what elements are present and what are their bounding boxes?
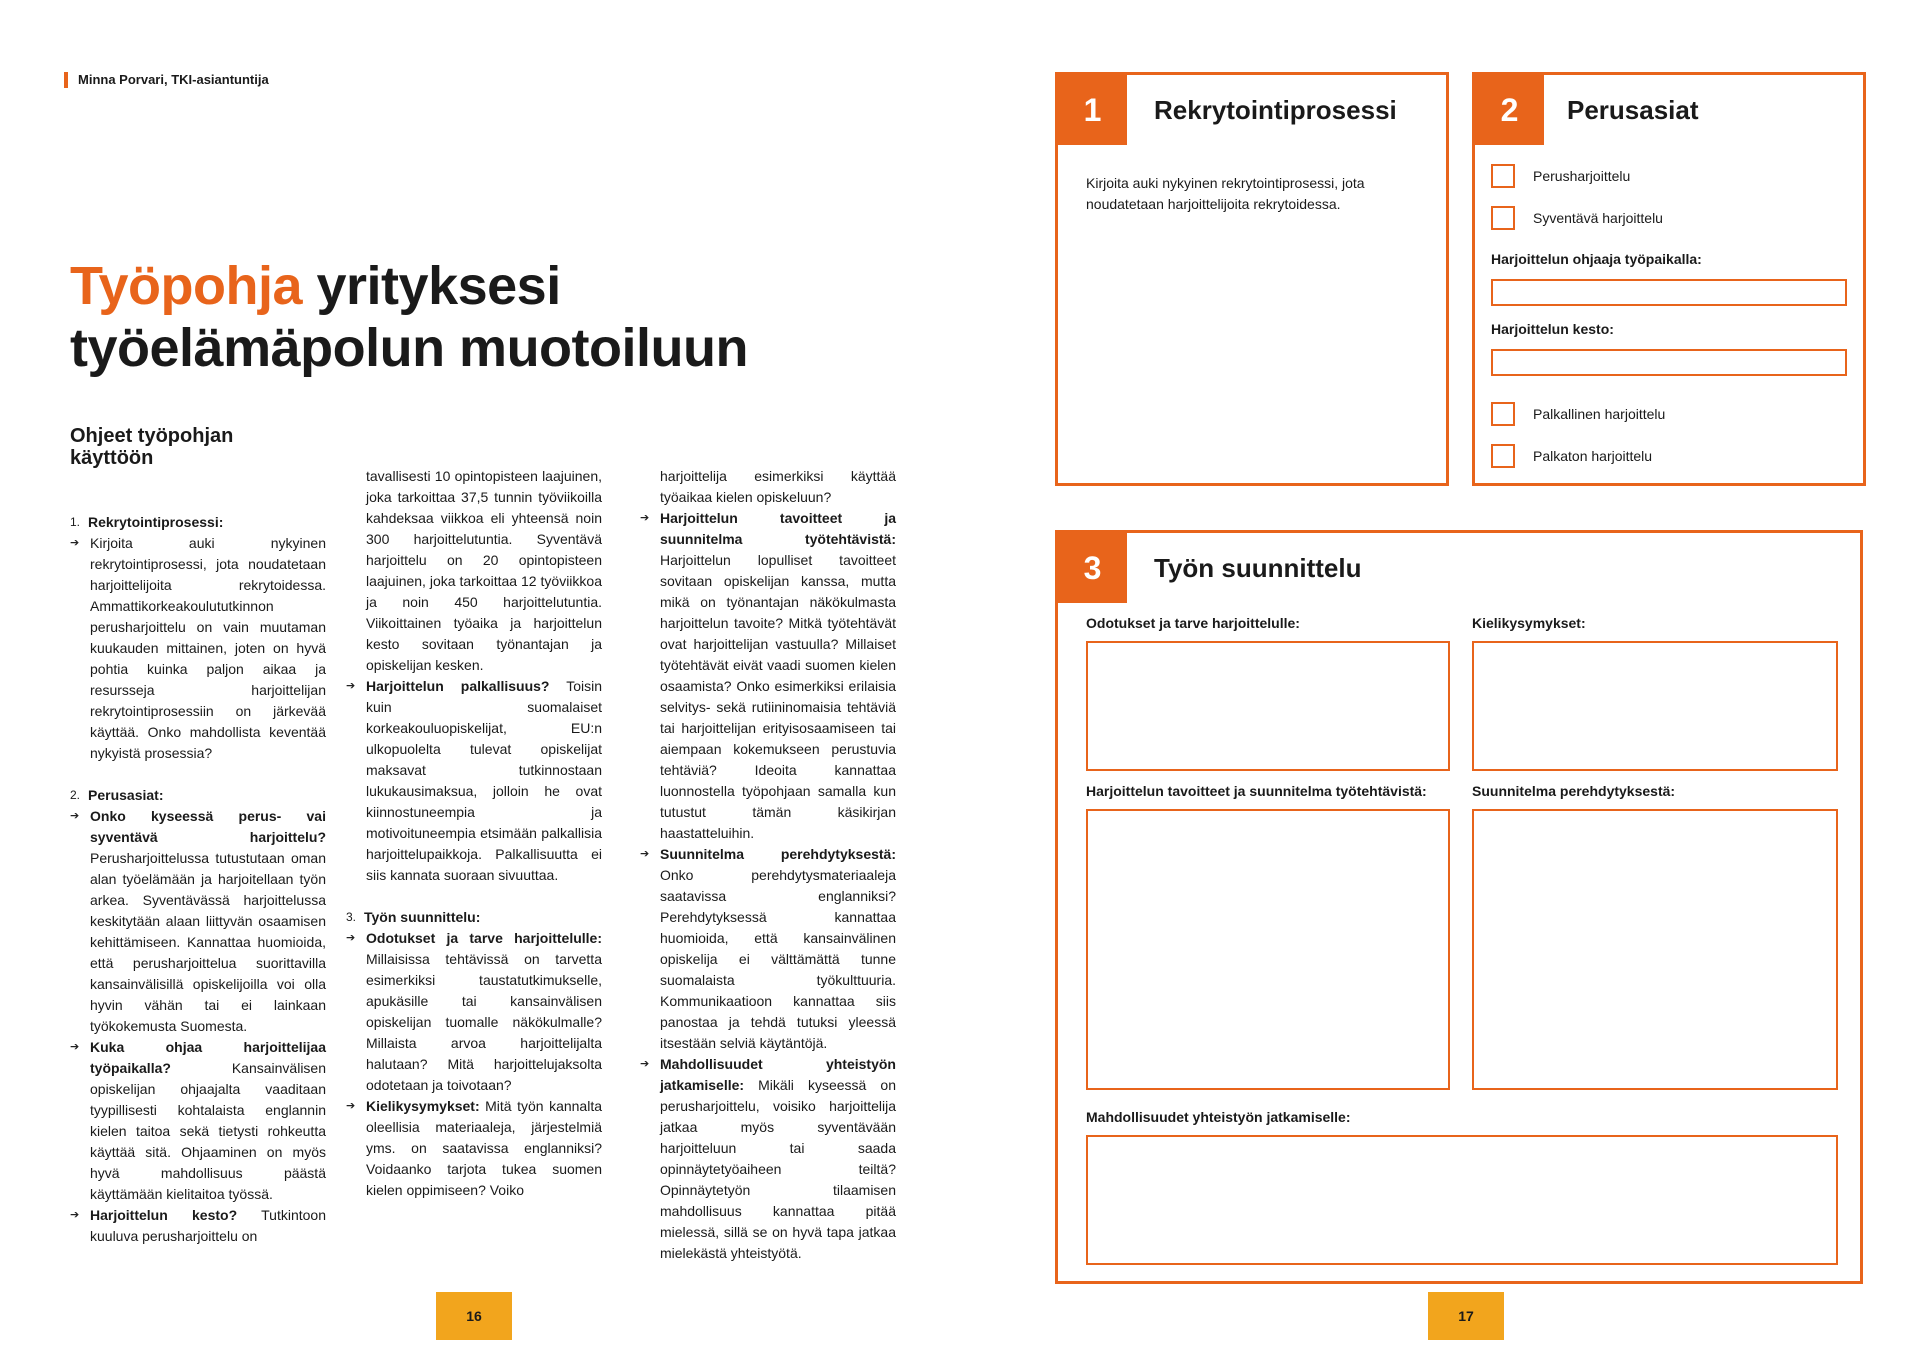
box-title: Rekrytointiprosessi	[1154, 95, 1397, 125]
list-item	[346, 676, 602, 886]
list-item	[70, 533, 326, 764]
expectations-field[interactable]	[1086, 641, 1450, 771]
list-item	[346, 1096, 602, 1201]
checkbox-paid-internship[interactable]	[1491, 402, 1515, 426]
arrow-right-icon: ➔	[346, 932, 356, 944]
page-number-left: 16	[436, 1292, 512, 1340]
item-text: harjoittelija esimerkiksi käyttää työaikaa kielen opiskeluun?	[660, 468, 896, 505]
language-questions-field[interactable]	[1472, 641, 1838, 771]
item-lead: Kuka ohjaa harjoittelijaa työpaikalla?	[90, 1039, 326, 1076]
section-number: 1.	[70, 515, 81, 529]
checkbox-row[interactable]	[1491, 402, 1665, 426]
orientation-plan-field[interactable]	[1472, 809, 1838, 1090]
section-3-heading	[346, 907, 602, 928]
checkbox-label: Palkaton harjoittelu	[1533, 447, 1653, 464]
item-lead: Suunnitelma perehdytyksestä:	[660, 846, 896, 862]
box-instructions: Kirjoita auki nykyinen rekrytointiprosessi, jota noudatetaan harjoittelijoita rekrytoidessa.	[1086, 175, 1365, 212]
arrow-right-icon: ➔	[640, 512, 650, 524]
box-number-badge: 2	[1475, 75, 1544, 145]
field-label: Kielikysymykset:	[1472, 615, 1586, 631]
box-basics	[1472, 72, 1866, 486]
field-label: Odotukset ja tarve harjoittelulle:	[1086, 615, 1300, 631]
arrow-right-icon: ➔	[640, 1058, 650, 1070]
section-title: Rekrytointiprosessi:	[88, 514, 224, 530]
section-number: 2.	[70, 788, 81, 802]
list-item-continued	[640, 466, 896, 508]
list-item	[70, 1205, 326, 1247]
goals-tasks-field[interactable]	[1086, 809, 1450, 1090]
item-text: Tutkintoon kuuluva perusharjoittelu on	[90, 1207, 326, 1244]
box-title: Perusasiat	[1567, 95, 1699, 125]
box-work-planning	[1055, 530, 1863, 1284]
item-text: Millaisissa tehtävissä on tarvetta esimerkiksi taustatutkimukselle, apukäsille tai kansainvälisen opiskelijan tuomalle näkökulmalle? Millaista arvoa harjoittelijalta halutaan? Mitä harjoittelujaksolta odotetaan ja toivotaan?	[366, 951, 602, 1093]
section-title: Työn suunnittelu:	[364, 909, 481, 925]
text-column-2	[346, 466, 602, 1201]
section-1-heading	[70, 512, 326, 533]
arrow-right-icon: ➔	[70, 1209, 80, 1221]
field-label: Harjoittelun ohjaaja työpaikalla:	[1491, 251, 1702, 267]
item-text: Kirjoita auki nykyinen rekrytointiprosessi, jota noudatetaan harjoittelijoita rekrytoidessa. Ammattikorkeakoulututkinnon perusharjoittelu on vain muutaman kuukauden mittainen, joten on hyvä pohtia kuinka paljon aikaa ja resursseja harjoittelijan rekrytointiprosessiin on järkevää käyttää. Onko mahdollista keventää nykyistä prosessia?	[90, 535, 326, 761]
item-text: Mitä työn kannalta oleellisia materiaaleja, järjestelmiä yms. on saatavissa englanniksi? Voidaanko tarjota tukea suomen kielen oppimiseen? Voiko	[366, 1098, 602, 1198]
item-lead: Kielikysymykset:	[366, 1098, 480, 1114]
text-column-1	[70, 512, 326, 1247]
box-title: Työn suunnittelu	[1154, 553, 1362, 583]
field-label: Suunnitelma perehdytyksestä:	[1472, 783, 1676, 799]
checkbox-row[interactable]	[1491, 164, 1630, 188]
box-number-badge: 3	[1058, 533, 1127, 603]
text-column-3	[640, 466, 896, 1264]
item-text: Kansainvälisen opiskelijan ohjaajalta vaaditaan tyypillisesti kohtalaista englannin kielen taitoa sekä tietysti rohkeutta käyttää sitä. Ohjaaminen on myös hyvä mahdollisuus päästä käyttämään kielitaitoa työssä.	[90, 1060, 326, 1202]
supervisor-field[interactable]	[1491, 279, 1847, 306]
item-lead: Harjoittelun palkallisuus?	[366, 678, 550, 694]
page-title	[70, 255, 748, 379]
duration-field[interactable]	[1491, 349, 1847, 376]
checkbox-unpaid-internship[interactable]	[1491, 444, 1515, 468]
field-label: Harjoittelun tavoitteet ja suunnitelma työtehtävistä:	[1086, 783, 1427, 799]
checkbox-label: Palkallinen harjoittelu	[1533, 405, 1666, 422]
cooperation-field[interactable]	[1086, 1135, 1838, 1265]
item-text: Perusharjoittelussa tutustutaan oman alan työelämään ja harjoitellaan työn arkea. Syventävässä harjoittelussa keskitytään alaan liittyvän osaamisen kehittämiseen. Kannattaa huomioida, että perusharjoittelua suorittavilla kansainvälisillä opiskelijoilla voi olla hyvin vähän tai ei lainkaan työkokemusta Suomesta.	[90, 850, 326, 1034]
checkbox-label: Syventävä harjoittelu	[1533, 209, 1663, 226]
item-text: Harjoittelun lopulliset tavoitteet sovitaan opiskelijan kanssa, mutta mikä on työnantajan näkökulmasta harjoittelun tavoite? Mitkä työtehtävät ovat harjoittelijan vastuulla? Millaiset työtehtävät eivät vaadi suomen kielen osaamista? Onko esimerkiksi erilaisia selvitys- sekä rutiininomaisia tehtäviä tai harjoittelijan erityisosaamiseen tai aiempaan kokemukseen perustuvia tehtäviä? Ideoita kannattaa luonnostella työpohjaan samalla kun tutustut tämän käsikirjan haastatteluihin.	[660, 552, 896, 841]
item-text: Toisin kuin suomalaiset korkeakouluopiskelijat, EU:n ulkopuolelta tulevat opiskelijat maksavat tutkinnostaan lukukausimaksua, jolloin he ovat kiinnostuneempia ja motivoituneempia etsimään palkallisia harjoittelupaikkoja. Palkallisuutta ei siis kannata suoraan sivuuttaa.	[366, 678, 602, 883]
arrow-right-icon: ➔	[70, 810, 80, 822]
section-number: 3.	[346, 910, 357, 924]
item-text: Mikäli kyseessä on perusharjoittelu, voisiko harjoittelija jatkaa myös syventävään harjoitteluun tai saada opinnäytetyöaiheen teiltä? Opinnäytetyön tilaamisen mahdollisuus kannattaa pitää mielessä, sillä se on hyvä tapa jatkaa mielekästä yhteistyötä.	[660, 1077, 896, 1261]
section-title: Perusasiat:	[88, 787, 164, 803]
page-number-right: 17	[1428, 1292, 1504, 1340]
list-item-continued	[346, 466, 602, 676]
arrow-right-icon: ➔	[346, 680, 356, 692]
list-item	[70, 806, 326, 1037]
list-item	[346, 928, 602, 1096]
author-line: Minna Porvari, TKI-asiantuntija	[64, 72, 269, 88]
checkbox-advanced-internship[interactable]	[1491, 206, 1515, 230]
arrow-right-icon: ➔	[640, 848, 650, 860]
item-text: Onko perehdytysmateriaaleja saatavissa englanniksi? Perehdytyksessä kannattaa huomioida, että kansainvälinen opiskelija ei välttämättä tunne suomalaista työkulttuuria. Kommunikaatioon kannattaa siis panostaa ja tehdä tutuksi yleessä itsestään selviä käytäntöjä.	[660, 867, 896, 1051]
section-2-heading	[70, 785, 326, 806]
item-lead: Harjoittelun tavoitteet ja suunnitelma työtehtävistä:	[660, 510, 896, 547]
instructions-heading: Ohjeet työpohjan käyttöön	[70, 425, 234, 469]
item-lead: Harjoittelun kesto?	[90, 1207, 238, 1223]
title-highlight: Työpohja	[70, 256, 302, 316]
list-item	[70, 1037, 326, 1205]
title-line2: työelämäpolun muotoiluun	[70, 318, 748, 378]
title-rest: yrityksesi	[302, 256, 561, 316]
arrow-right-icon: ➔	[70, 537, 80, 549]
list-item	[640, 844, 896, 1054]
checkbox-row[interactable]	[1491, 444, 1652, 468]
box-number-badge: 1	[1058, 75, 1127, 145]
item-lead: Odotukset ja tarve harjoittelulle:	[366, 930, 602, 946]
checkbox-label: Perusharjoittelu	[1533, 167, 1631, 184]
arrow-right-icon: ➔	[70, 1041, 80, 1053]
list-item	[640, 508, 896, 844]
arrow-right-icon: ➔	[346, 1100, 356, 1112]
item-lead: Onko kyseessä perus- vai syventävä harjoittelu?	[90, 808, 326, 845]
checkbox-row[interactable]	[1491, 206, 1663, 230]
field-label: Harjoittelun kesto:	[1491, 321, 1614, 337]
list-item	[640, 1054, 896, 1264]
item-text: tavallisesti 10 opintopisteen laajuinen, joka tarkoittaa 37,5 tunnin työviikoilla kahdeksaa viikkoa eli yhteensä noin 300 harjoittelutuntia. Syventävä harjoittelu on 20 opintopisteen laajuinen, joka tarkoittaa 12 työviikkoa ja noin 450 harjoittelutuntia. Viikoittainen työaika ja harjoittelun kesto sovitaan työnantajan ja opiskelijan kesken.	[366, 468, 602, 673]
field-label: Mahdollisuudet yhteistyön jatkamiselle:	[1086, 1109, 1351, 1125]
box-recruitment-process	[1055, 72, 1449, 486]
item-lead: Mahdollisuudet yhteistyön jatkamiselle:	[660, 1056, 896, 1093]
checkbox-basic-internship[interactable]	[1491, 164, 1515, 188]
